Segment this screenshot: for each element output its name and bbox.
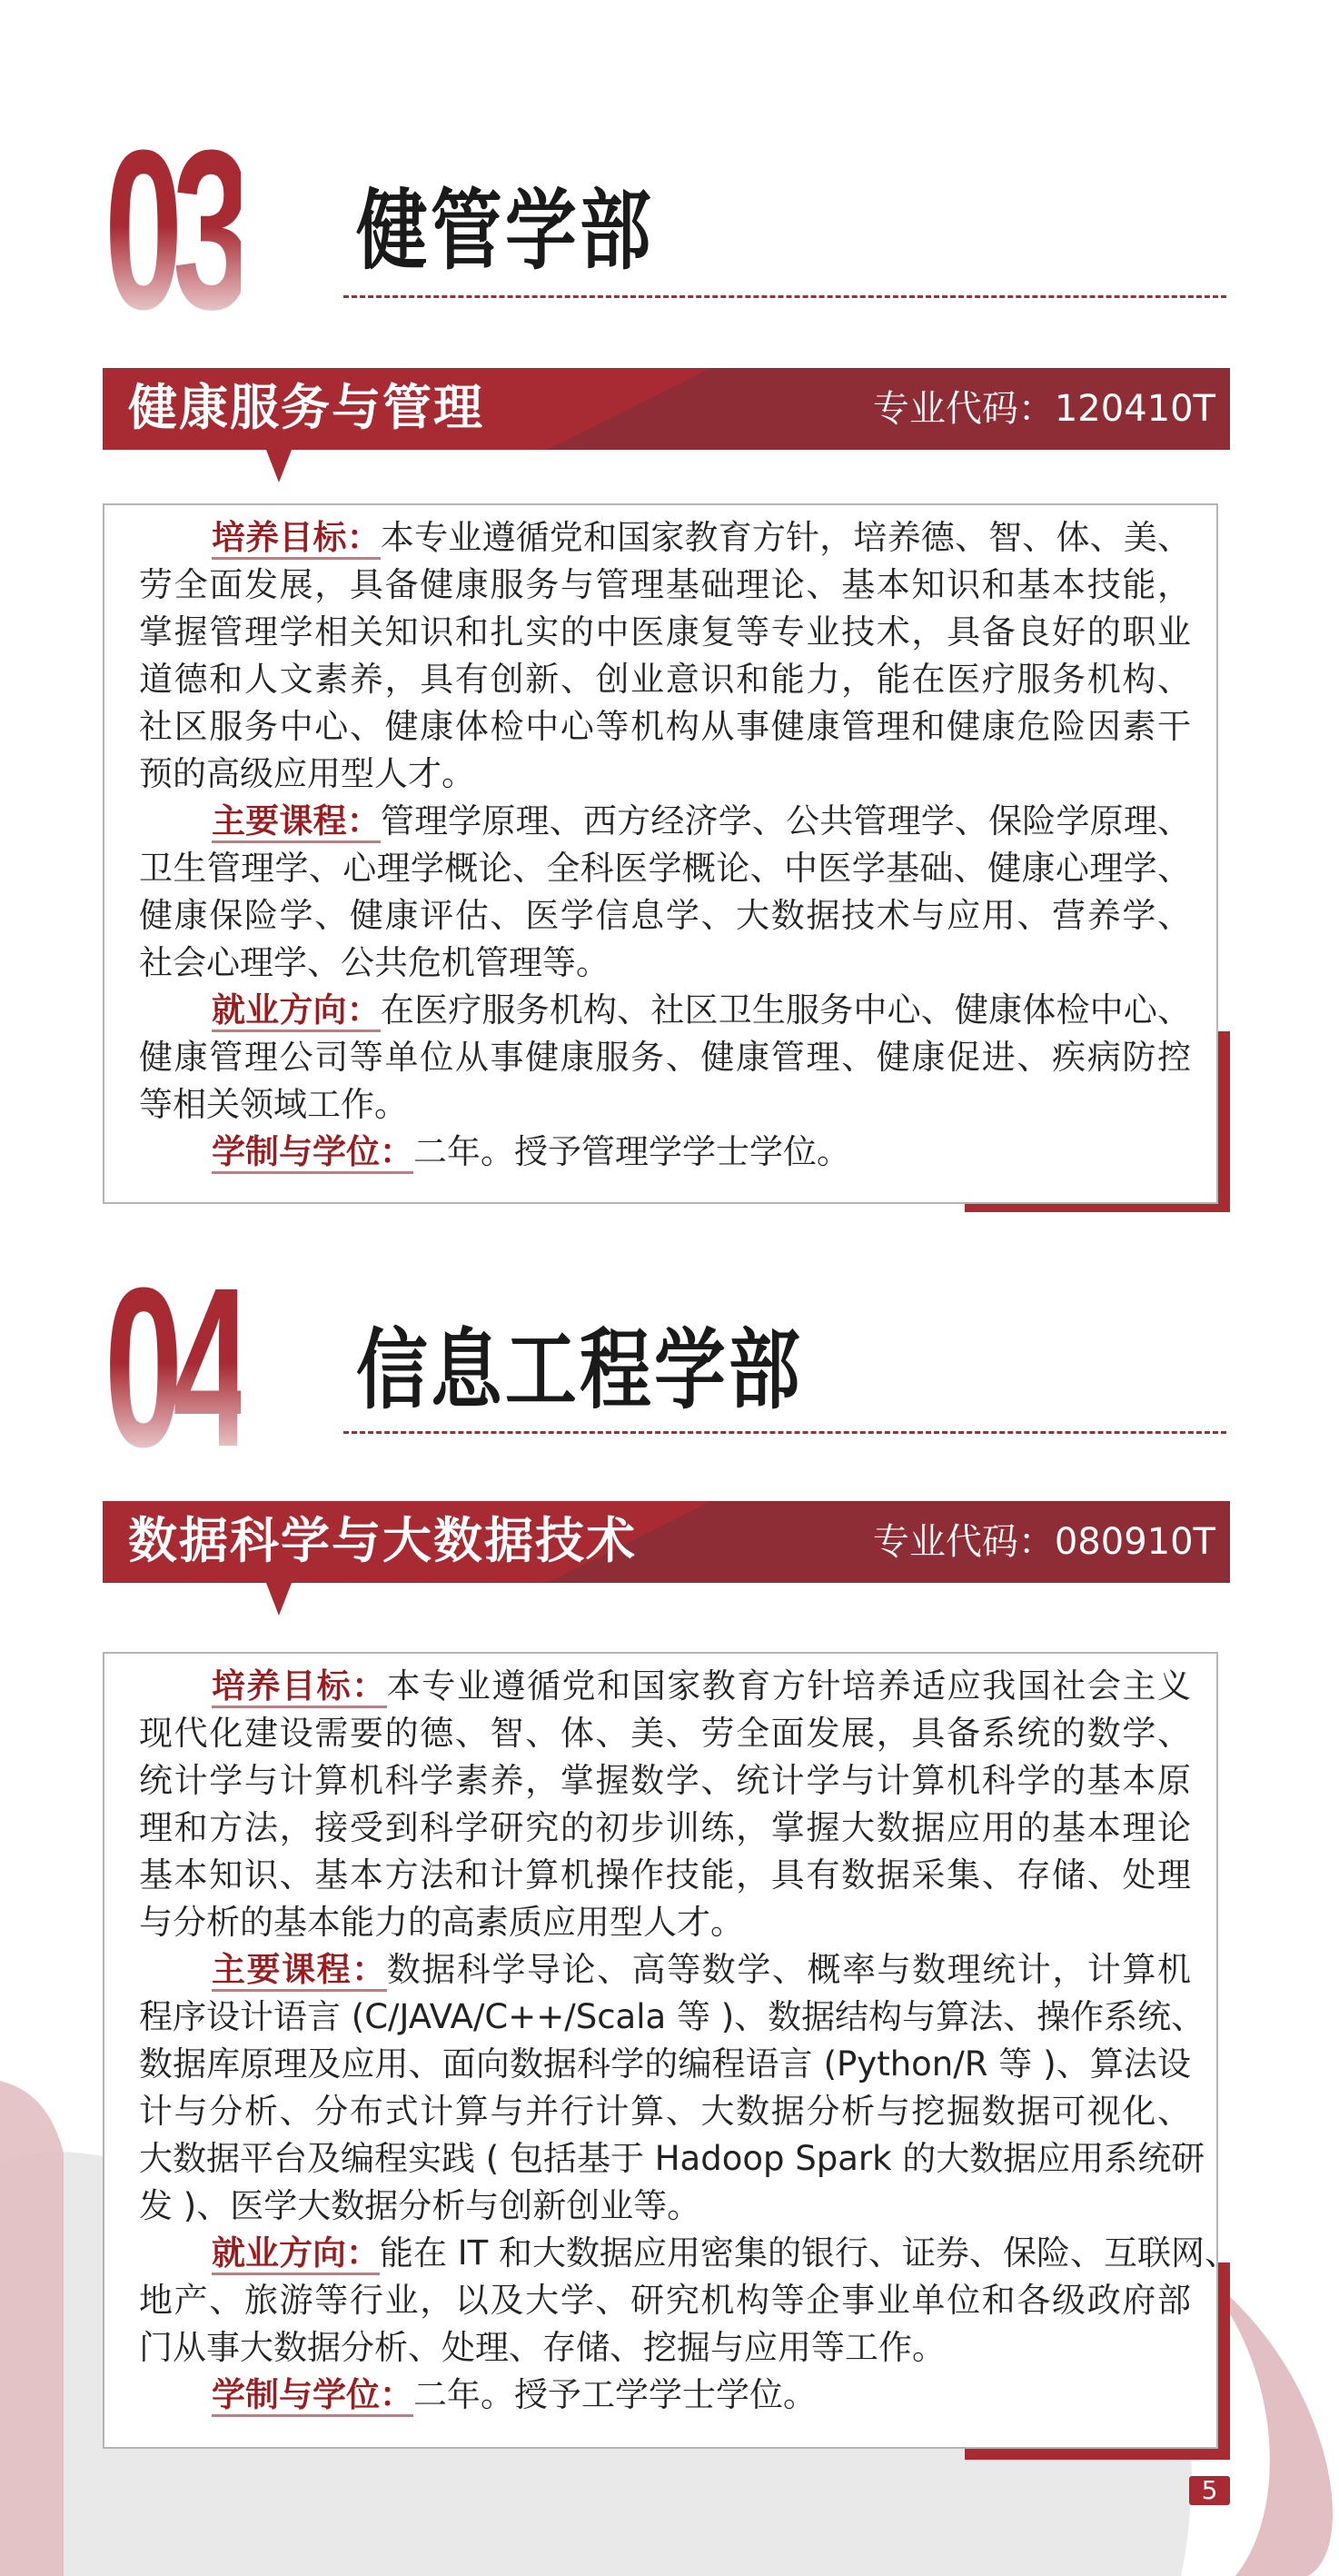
paragraph-text: 基本知识、基本方法和计算机操作技能，具有数据采集、存储、处理 xyxy=(139,1855,1191,1895)
text-line xyxy=(139,609,1191,656)
text-line xyxy=(139,514,1191,562)
text-line xyxy=(139,1129,1191,1176)
section-number: 04 xyxy=(104,1240,242,1494)
paragraph-text: 社区服务中心、健康体检中心等机构从事健康管理和健康危险因素干 xyxy=(139,707,1191,746)
text-line xyxy=(139,1946,1191,1994)
divider xyxy=(343,295,1226,298)
paragraph-label: 主要课程： xyxy=(212,1950,387,1992)
text-line xyxy=(139,1710,1191,1757)
major-name: 数据科学与大数据技术 xyxy=(128,1512,637,1569)
paragraph-text: 管理学原理、西方经济学、公共管理学、保险学原理、 xyxy=(380,801,1192,840)
info-paragraph xyxy=(139,2230,1239,2372)
major-info-box xyxy=(103,503,1218,1204)
text-line xyxy=(139,2088,1191,2135)
pointer-icon xyxy=(266,1583,292,1616)
department-title: 健管学部 xyxy=(356,179,654,282)
major-banner xyxy=(103,368,1230,450)
text-line xyxy=(139,2277,1191,2324)
paragraph-text: 现代化建设需要的德、智、体、美、劳全面发展，具备系统的数学、 xyxy=(139,1714,1191,1753)
paragraph-text: 与分析的基本能力的高素质应用型人才。 xyxy=(139,1903,744,1942)
paragraph-text: 能在 IT 和大数据应用密集的银行、证券、保险、互联网、 xyxy=(380,2233,1239,2273)
department-title: 信息工程学部 xyxy=(356,1318,803,1421)
text-line xyxy=(139,1805,1191,1852)
major-info-box xyxy=(103,1652,1239,2449)
paragraph-text: 在医疗服务机构、社区卫生服务中心、健康体检中心、 xyxy=(380,990,1192,1029)
paragraph-text: 数据科学导论、高等数学、概率与数理统计，计算机 xyxy=(386,1950,1192,1989)
info-paragraph xyxy=(139,1663,1191,1946)
text-line xyxy=(139,940,1191,987)
text-line xyxy=(139,845,1191,892)
info-paragraph xyxy=(139,1946,1205,2230)
paragraph-label: 就业方向： xyxy=(212,2233,380,2275)
paragraph-text: 程序设计语言 (C/JAVA/C++/Scala 等 )、数据结构与算法、操作系统、 xyxy=(139,1997,1205,2036)
major-code: 专业代码：080910T xyxy=(872,1521,1215,1563)
info-paragraph xyxy=(139,798,1191,987)
paragraph-text: 健康保险学、健康评估、医学信息学、大数据技术与应用、营养学、 xyxy=(139,896,1191,935)
paragraph-text: 计与分析、分布式计算与并行计算、大数据分析与挖掘数据可视化、 xyxy=(139,2092,1191,2131)
text-line xyxy=(139,1663,1191,1710)
major-name: 健康服务与管理 xyxy=(128,379,484,436)
paragraph-text: 预的高级应用型人才。 xyxy=(139,754,475,793)
text-line xyxy=(139,656,1191,703)
paragraph-text: 劳全面发展，具备健康服务与管理基础理论、基本知识和基本技能， xyxy=(139,565,1191,604)
paragraph-text: 卫生管理学、心理学概论、全科医学概论、中医学基础、健康心理学、 xyxy=(139,849,1191,888)
text-line xyxy=(139,562,1191,609)
text-line xyxy=(139,2135,1205,2183)
text-line xyxy=(139,2324,1191,2372)
text-line xyxy=(139,892,1191,940)
paragraph-text: 发 )、医学大数据分析与创新创业等。 xyxy=(139,2186,701,2225)
paragraph-text: 掌握管理学相关知识和扎实的中医康复等专业技术，具备良好的职业 xyxy=(139,612,1191,651)
text-line xyxy=(139,2183,1191,2230)
text-line xyxy=(139,1852,1191,1899)
page-number: 5 xyxy=(1189,2476,1230,2505)
paragraph-text: 二年。授予工学学士学位。 xyxy=(413,2375,817,2414)
text-line xyxy=(139,751,1191,798)
paragraph-label: 主要课程： xyxy=(212,801,381,843)
text-line xyxy=(139,987,1191,1034)
paragraph-text: 等相关领域工作。 xyxy=(139,1085,408,1124)
paragraph-text: 大数据平台及编程实践 ( 包括基于 Hadoop Spark 的大数据应用系统研 xyxy=(139,2139,1205,2178)
text-line xyxy=(139,2041,1191,2088)
section-number: 03 xyxy=(104,103,242,356)
info-paragraph xyxy=(139,514,1191,798)
paragraph-text: 地产、旅游等行业，以及大学、研究机构等企事业单位和各级政府部 xyxy=(139,2281,1191,2320)
paragraph-text: 健康管理公司等单位从事健康服务、健康管理、健康促进、疾病防控 xyxy=(139,1038,1191,1077)
text-line xyxy=(139,2372,1191,2419)
text-line xyxy=(139,1899,1191,1946)
paragraph-text: 门从事大数据分析、处理、存储、挖掘与应用等工作。 xyxy=(139,2328,946,2367)
paragraph-text: 数据库原理及应用、面向数据科学的编程语言 (Python/R 等 )、算法设 xyxy=(139,2044,1191,2084)
pointer-icon xyxy=(266,450,292,482)
paragraph-label: 学制与学位： xyxy=(212,2375,413,2417)
paragraph-text: 本专业遵循党和国家教育方针，培养德、智、体、美、 xyxy=(380,518,1192,557)
text-line xyxy=(139,2230,1239,2277)
paragraph-label: 培养目标： xyxy=(212,1666,387,1708)
major-code: 专业代码：120410T xyxy=(872,388,1215,430)
text-line xyxy=(139,703,1191,751)
paragraph-text: 本专业遵循党和国家教育方针培养适应我国社会主义 xyxy=(386,1666,1192,1706)
major-banner xyxy=(103,1501,1230,1583)
paragraph-text: 统计学与计算机科学素养，掌握数学、统计学与计算机科学的基本原 xyxy=(139,1761,1191,1800)
text-line xyxy=(139,1034,1191,1081)
text-line xyxy=(139,798,1191,845)
text-line xyxy=(139,1994,1205,2041)
paragraph-label: 就业方向： xyxy=(212,990,381,1032)
paragraph-text: 二年。授予管理学学士学位。 xyxy=(413,1132,850,1171)
divider xyxy=(343,1431,1226,1434)
paragraph-label: 学制与学位： xyxy=(212,1132,413,1174)
paragraph-text: 理和方法，接受到科学研究的初步训练，掌握大数据应用的基本理论 xyxy=(139,1808,1191,1847)
info-paragraph xyxy=(139,2372,1191,2419)
info-paragraph xyxy=(139,987,1191,1129)
text-line xyxy=(139,1757,1191,1805)
paragraph-text: 道德和人文素养，具有创新、创业意识和能力，能在医疗服务机构、 xyxy=(139,660,1191,699)
info-paragraph xyxy=(139,1129,1191,1176)
text-line xyxy=(139,1081,1191,1129)
paragraph-text: 社会心理学、公共危机管理等。 xyxy=(139,943,610,982)
paragraph-label: 培养目标： xyxy=(212,518,381,560)
